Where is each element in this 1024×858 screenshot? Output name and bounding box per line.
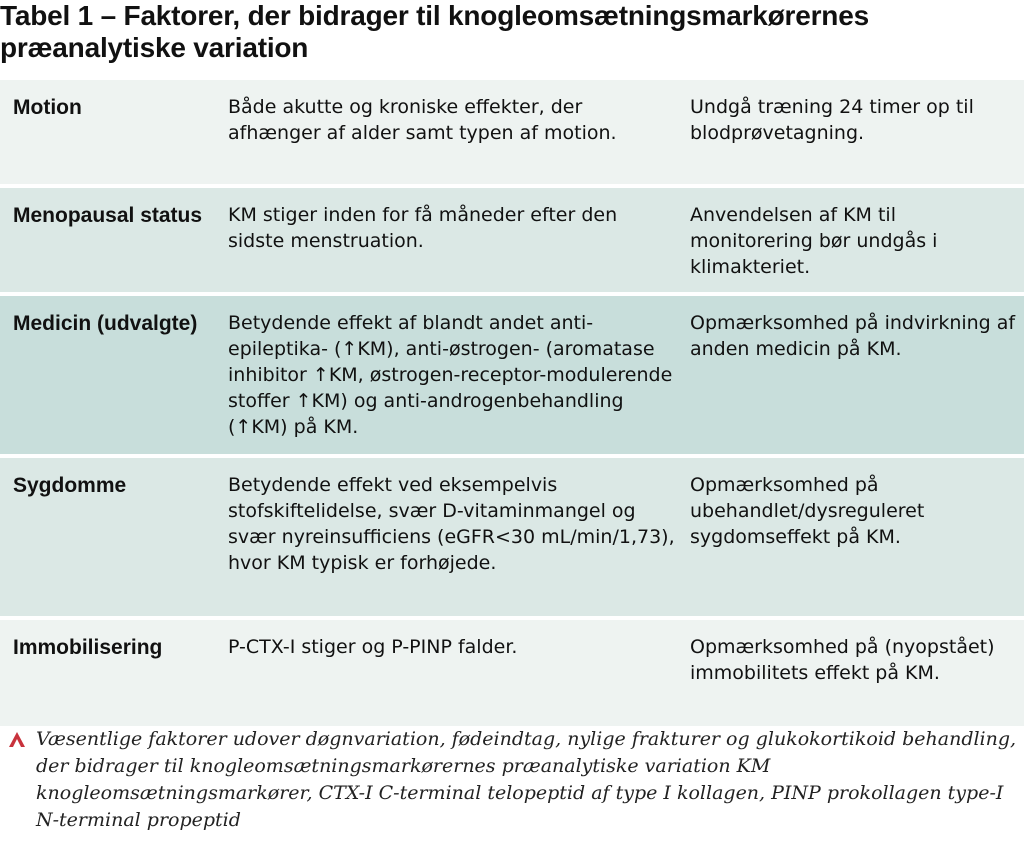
- recommendation-cell: Opmærksomhed på ubehandlet/dysreguleret sygdomseffekt på KM.: [690, 474, 925, 548]
- table-row: [0, 458, 1024, 616]
- caret-up-icon: [8, 730, 26, 748]
- table-row: [0, 620, 1024, 726]
- factor-cell: Medicin (udvalgte): [13, 312, 198, 335]
- recommendation-cell: Opmærksomhed på (nyopstået) immobilitets effekt på KM.: [690, 636, 995, 684]
- factor-cell: Immobilisering: [13, 636, 163, 659]
- recommendation-cell: Anvendelsen af KM til monitorering bør undgås i klimakteriet.: [690, 204, 938, 278]
- effect-cell: KM stiger inden for få måneder efter den sidste menstruation.: [228, 204, 618, 252]
- table-row: [0, 80, 1024, 184]
- factors-table: [0, 80, 1024, 726]
- table-row: [0, 296, 1024, 454]
- factor-cell: Menopausal status: [13, 204, 203, 227]
- table-title: Tabel 1 – Faktorer, der bidrager til knogleomsætningsmarkørernes præanalytiske variation: [0, 0, 869, 63]
- footnote-text: Væsentlige faktorer udover døgnvariation, fødeindtag, nylige frakturer og glukokortikoid behandling, der bidrager til knogleomsætningsmarkørernes præanalytiske variation KM knogleomsætningsmarkører, CTX-I C-terminal telopeptid af type I kollagen, PINP prokollagen type-I N-terminal propeptid: [36, 728, 1017, 831]
- effect-cell: Både akutte og kroniske effekter, der afhænger af alder samt typen af motion.: [228, 96, 617, 144]
- recommendation-cell: Undgå træning 24 timer op til blodprøvetagning.: [690, 96, 974, 144]
- effect-cell: P-CTX-I stiger og P-PINP falder.: [228, 636, 518, 658]
- table-row: [0, 188, 1024, 292]
- effect-cell: Betydende effekt af blandt andet anti-epileptika- (↑KM), anti-østrogen- (aromatase inhibitor ↑KM, østrogen-receptor-modulerende stoffer ↑KM) og anti-androgenbehandling (↑KM) på KM.: [228, 312, 673, 438]
- factor-cell: Motion: [13, 96, 82, 119]
- table-footnote: [0, 726, 1024, 846]
- effect-cell: Betydende effekt ved eksempelvis stofskiftelidelse, svær D-vitaminmangel og svær nyreinsufficiens (eGFR<30 mL/min/1,73), hvor KM typisk er forhøjede.: [228, 474, 675, 574]
- factor-cell: Sygdomme: [13, 474, 127, 497]
- recommendation-cell: Opmærksomhed på indvirkning af anden medicin på KM.: [690, 312, 1016, 360]
